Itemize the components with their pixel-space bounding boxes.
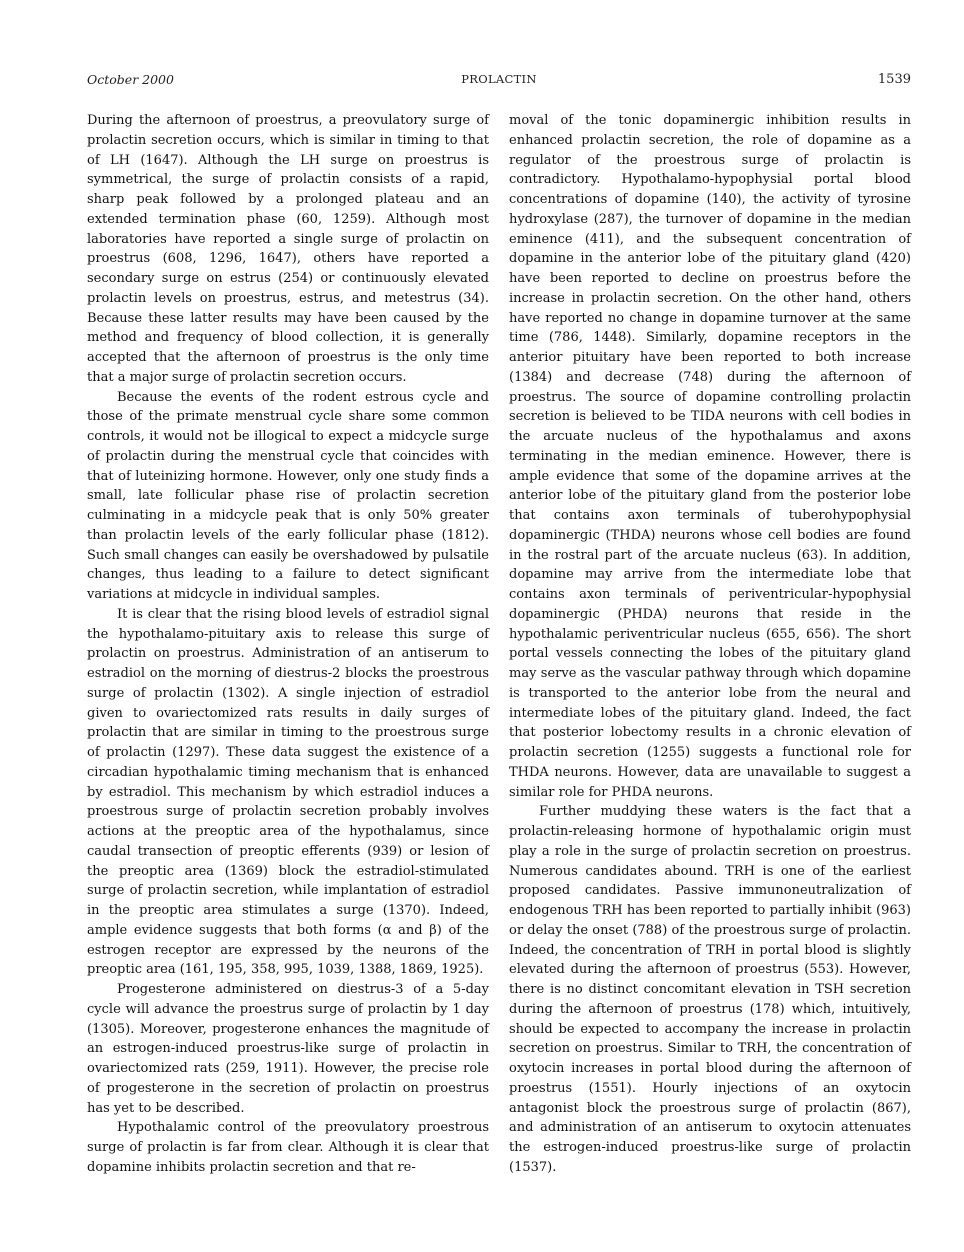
paragraph: Further muddying these waters is the fact that a prolactin-releasing hormone of hypothalamic origin must play a role in the surge of prolactin secretion on proestrus. Numerous candidates abound. TRH is one of the earliest proposed candidates. Passive immunoneutralization of endogenous TRH has been reported to partially inhibit (963) or delay the onset (788) of the proestrous surge of prolactin. Indeed, the concentration of TRH in portal blood is slightly elevated during the afternoon of proestrus (553). However, there is no distinct concomitant elevation in TSH secretion during the afternoon of proestrus (178) which, intuitively, should be expected to accompany the increase in prolactin secretion on proestrus. Similar to TRH, the concentration of oxytocin increases in portal blood during the afternoon of proestrus (1551). Hourly injections of an oxytocin antagonist block the proestrous surge of prolactin (867), and administration of an antiserum to oxytocin attenuates the estrogen-induced proestrus-like surge of prolactin (1537). bbox=[509, 804, 911, 1175]
header-title: PROLACTIN bbox=[461, 72, 537, 86]
left-column bbox=[87, 111, 489, 1178]
paragraph: Hypothalamic control of the preovulatory proestrous surge of prolactin is far from clear. Although it is clear that dopamine inhibits prolactin secretion and that re- bbox=[87, 1120, 489, 1175]
page-number: 1539 bbox=[877, 72, 911, 87]
paragraph: Progesterone administered on diestrus-3 of a 5-day cycle will advance the proestrus surge of prolactin by 1 day (1305). Moreover, progesterone enhances the magnitude of an estrogen-induced proestrus-like surge of prolactin in ovariectomized rats (259, 1911). However, the precise role of progesterone in the secretion of prolactin on proestrus has yet to be described. bbox=[87, 982, 489, 1116]
right-column bbox=[509, 111, 911, 1178]
running-header bbox=[87, 72, 911, 92]
paragraph: Because the events of the rodent estrous cycle and those of the primate menstrual cycle share some common controls, it would not be illogical to expect a midcycle surge of prolactin during the menstrual cycle that coincides with that of luteinizing hormone. However, only one study finds a small, late follicular phase rise of prolactin secretion culminating in a midcycle peak that is only 50% greater than prolactin levels of the early follicular phase (1812). Such small changes can easily be overshadowed by pulsatile changes, thus leading to a failure to detect significant variations at midcycle in individual samples. bbox=[87, 389, 489, 602]
paragraph: It is clear that the rising blood levels of estradiol signal the hypothalamo-pituitary axis to release this surge of prolactin on proestrus. Administration of an antiserum to estradiol on the morning of diestrus-2 blocks the proestrous surge of prolactin (1302). A single injection of estradiol given to ovariectomized rats results in daily surges of prolactin that are similar in timing to the proestrous surge of prolactin (1297). These data suggest the existence of a circadian hypothalamic timing mechanism that is enhanced by estradiol. This mechanism by which estradiol induces a proestrous surge of prolactin secretion probably involves actions at the preoptic area of the hypothalamus, since caudal transection of preoptic efferents (939) or lesion of the preoptic area (1369) block the estradiol-stimulated surge of prolactin secretion, while implantation of estradiol in the preoptic area stimulates a surge (1370). Indeed, ample evidence suggests that both forms (α and β) of the estrogen receptor are expressed by the neurons of the preoptic area (161, 195, 358, 995, 1039, 1388, 1869, 1925). bbox=[87, 606, 489, 978]
paragraph: During the afternoon of proestrus, a preovulatory surge of prolactin secretion occurs, which is similar in timing to that of LH (1647). Although the LH surge on proestrus is symmetrical, the surge of prolactin consists of a rapid, sharp peak followed by a prolonged plateau and an extended termination phase (60, 1259). Although most laboratories have reported a single surge of prolactin on proestrus (608, 1296, 1647), others have reported a secondary surge on estrus (254) or continuously elevated prolactin levels on proestrus, estrus, and metestrus (34). Because these latter results may have been caused by the method and frequency of blood collection, it is generally accepted that the afternoon of proestrus is the only time that a major surge of prolactin secretion occurs. bbox=[87, 113, 489, 385]
paragraph: moval of the tonic dopaminergic inhibition results in enhanced prolactin secretion, the role of dopamine as a regulator of the proestrous surge of prolactin is contradictory. Hypothalamo-hypophysial portal blood concentrations of dopamine (140), the activity of tyrosine hydroxylase (287), the turnover of dopamine in the median eminence (411), and the subsequent concentration of dopamine in the anterior lobe of the pituitary gland (420) have been reported to decline on proestrus before the increase in prolactin secretion. On the other hand, others have reported no change in dopamine turnover at the same time (786, 1448). Similarly, dopamine receptors in the anterior pituitary have been reported to both increase (1384) and decrease (748) during the afternoon of proestrus. The source of dopamine controlling prolactin secretion is believed to be TIDA neurons with cell bodies in the arcuate nucleus of the hypothalamus and axons terminating in the median eminence. However, there is ample evidence that some of the dopamine arrives at the anterior lobe of the pituitary gland from the posterior lobe that contains axon terminals of tuberohypophysial dopaminergic (THDA) neurons whose cell bodies are found in the rostral part of the arcuate nucleus (63). In addition, dopamine may arrive from the intermediate lobe that contains axon terminals of periventricular-hypophysial dopaminergic (PHDA) neurons that reside in the hypothalamic periventricular nucleus (655, 656). The short portal vessels connecting the lobes of the pituitary gland may serve as the vascular pathway through which dopamine is transported to the anterior lobe from the neural and intermediate lobes of the pituitary gland. Indeed, the fact that posterior lobectomy results in a chronic elevation of prolactin secretion (1255) suggests a functional role for THDA neurons. However, data are unavailable to suggest a similar role for PHDA neurons. bbox=[509, 113, 911, 800]
header-date: October 2000 bbox=[87, 72, 174, 87]
